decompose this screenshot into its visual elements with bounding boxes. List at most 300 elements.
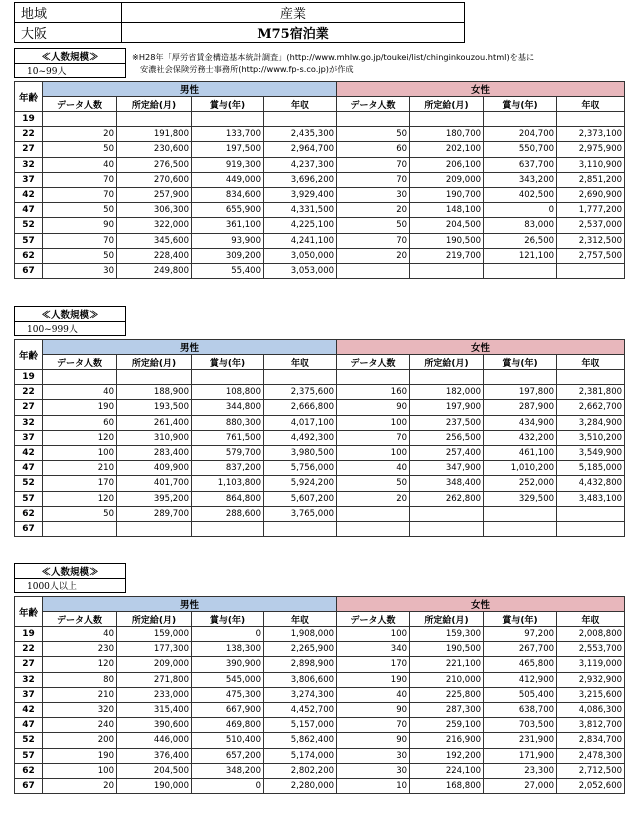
value-cell: 4,492,300 (264, 430, 337, 445)
value-cell (484, 370, 557, 385)
value-cell: 168,800 (410, 778, 484, 793)
value-cell: 880,300 (192, 415, 264, 430)
value-cell: 120 (43, 657, 117, 672)
value-cell: 20 (43, 127, 117, 142)
value-cell: 70 (43, 187, 117, 202)
value-cell: 204,700 (484, 127, 557, 142)
table-row (15, 203, 625, 218)
value-cell: 3,050,000 (264, 248, 337, 263)
value-cell: 70 (337, 233, 410, 248)
value-cell: 50 (337, 218, 410, 233)
value-cell (192, 521, 264, 536)
value-cell: 219,700 (410, 248, 484, 263)
value-cell: 309,200 (192, 248, 264, 263)
age-cell: 67 (15, 263, 43, 278)
value-cell (43, 521, 117, 536)
column-header: 賞与(年) (192, 355, 264, 370)
size-label: ≪人数規模≫ (15, 307, 126, 322)
value-cell: 180,700 (410, 127, 484, 142)
value-cell: 20 (337, 203, 410, 218)
age-cell: 62 (15, 248, 43, 263)
value-cell: 50 (43, 248, 117, 263)
value-cell: 837,200 (192, 461, 264, 476)
value-cell: 230,600 (117, 142, 192, 157)
value-cell: 190,000 (117, 778, 192, 793)
value-cell: 287,900 (484, 400, 557, 415)
table-row (15, 127, 625, 142)
value-cell: 197,800 (484, 385, 557, 400)
value-cell: 2,932,900 (557, 672, 625, 687)
size-tag (14, 306, 126, 336)
size-label: ≪人数規模≫ (15, 564, 126, 579)
column-header: 所定給(月) (117, 97, 192, 112)
value-cell: 287,300 (410, 702, 484, 717)
value-cell: 133,700 (192, 127, 264, 142)
value-cell: 3,110,900 (557, 157, 625, 172)
value-cell: 1,010,200 (484, 461, 557, 476)
value-cell: 864,800 (192, 491, 264, 506)
table-row (15, 748, 625, 763)
value-cell: 667,900 (192, 702, 264, 717)
value-cell (410, 370, 484, 385)
column-header: 賞与(年) (192, 612, 264, 627)
value-cell: 3,483,100 (557, 491, 625, 506)
value-cell: 345,600 (117, 233, 192, 248)
value-cell: 60 (337, 142, 410, 157)
column-header: 所定給(月) (117, 612, 192, 627)
region-value: 大阪 (15, 23, 122, 43)
table-row (15, 687, 625, 702)
value-cell: 347,900 (410, 461, 484, 476)
value-cell: 100 (43, 445, 117, 460)
value-cell (484, 506, 557, 521)
value-cell: 3,929,400 (264, 187, 337, 202)
age-cell: 47 (15, 461, 43, 476)
value-cell: 434,900 (484, 415, 557, 430)
age-cell: 52 (15, 476, 43, 491)
female-header: 女性 (337, 597, 625, 612)
value-cell: 70 (337, 718, 410, 733)
value-cell: 0 (192, 627, 264, 642)
age-cell: 32 (15, 672, 43, 687)
value-cell: 3,549,900 (557, 445, 625, 460)
value-cell: 230 (43, 642, 117, 657)
table-row (15, 627, 625, 642)
value-cell: 70 (43, 172, 117, 187)
value-cell: 190 (43, 400, 117, 415)
value-cell (557, 370, 625, 385)
value-cell: 216,900 (410, 733, 484, 748)
value-cell: 390,900 (192, 657, 264, 672)
value-cell: 4,432,800 (557, 476, 625, 491)
value-cell (557, 521, 625, 536)
age-cell: 32 (15, 415, 43, 430)
value-cell: 5,174,000 (264, 748, 337, 763)
value-cell: 1,908,000 (264, 627, 337, 642)
table-row (15, 430, 625, 445)
male-header: 男性 (43, 340, 337, 355)
age-cell: 47 (15, 203, 43, 218)
value-cell: 190 (337, 672, 410, 687)
value-cell: 761,500 (192, 430, 264, 445)
value-cell: 2,537,000 (557, 218, 625, 233)
value-cell: 2,478,300 (557, 748, 625, 763)
age-cell: 22 (15, 642, 43, 657)
table-row (15, 142, 625, 157)
table-row (15, 461, 625, 476)
value-cell: 210,000 (410, 672, 484, 687)
value-cell: 344,800 (192, 400, 264, 415)
salary-section-2 (14, 306, 625, 537)
age-cell: 57 (15, 233, 43, 248)
column-header: 所定給(月) (117, 355, 192, 370)
value-cell: 50 (43, 506, 117, 521)
value-cell: 465,800 (484, 657, 557, 672)
value-cell: 225,800 (410, 687, 484, 702)
value-cell: 505,400 (484, 687, 557, 702)
size-value: 1000人以上 (15, 579, 126, 593)
age-cell: 19 (15, 370, 43, 385)
table-row (15, 778, 625, 793)
value-cell: 703,500 (484, 718, 557, 733)
value-cell: 20 (337, 248, 410, 263)
value-cell: 159,000 (117, 627, 192, 642)
value-cell: 10 (337, 778, 410, 793)
value-cell: 182,000 (410, 385, 484, 400)
column-header: データ人数 (337, 355, 410, 370)
table-row (15, 248, 625, 263)
age-cell: 57 (15, 748, 43, 763)
value-cell: 100 (43, 763, 117, 778)
table-row (15, 642, 625, 657)
female-header: 女性 (337, 340, 625, 355)
value-cell: 432,200 (484, 430, 557, 445)
value-cell: 190,500 (410, 642, 484, 657)
column-header: 所定給(月) (410, 355, 484, 370)
value-cell: 390,600 (117, 718, 192, 733)
value-cell: 2,435,300 (264, 127, 337, 142)
male-header: 男性 (43, 82, 337, 97)
value-cell: 197,900 (410, 400, 484, 415)
column-header: 年収 (557, 97, 625, 112)
value-cell: 322,000 (117, 218, 192, 233)
value-cell: 2,312,500 (557, 233, 625, 248)
value-cell: 40 (337, 687, 410, 702)
value-cell: 60 (43, 415, 117, 430)
value-cell: 2,712,500 (557, 763, 625, 778)
value-cell: 348,200 (192, 763, 264, 778)
value-cell: 4,331,500 (264, 203, 337, 218)
salary-table (14, 339, 625, 537)
value-cell (410, 112, 484, 127)
table-row (15, 415, 625, 430)
age-header: 年齢 (15, 340, 43, 370)
value-cell: 3,215,600 (557, 687, 625, 702)
value-cell: 206,100 (410, 157, 484, 172)
value-cell: 30 (43, 263, 117, 278)
value-cell: 545,000 (192, 672, 264, 687)
value-cell: 2,851,200 (557, 172, 625, 187)
value-cell: 475,300 (192, 687, 264, 702)
value-cell: 193,500 (117, 400, 192, 415)
value-cell: 191,800 (117, 127, 192, 142)
value-cell (337, 263, 410, 278)
value-cell: 1,777,200 (557, 203, 625, 218)
table-row (15, 172, 625, 187)
age-cell: 37 (15, 430, 43, 445)
value-cell: 5,157,000 (264, 718, 337, 733)
size-tag (14, 563, 126, 593)
value-cell: 3,980,500 (264, 445, 337, 460)
value-cell: 210 (43, 461, 117, 476)
column-header: データ人数 (337, 97, 410, 112)
value-cell: 100 (337, 627, 410, 642)
column-header: データ人数 (43, 612, 117, 627)
value-cell: 637,700 (484, 157, 557, 172)
value-cell: 2,898,900 (264, 657, 337, 672)
value-cell: 204,500 (410, 218, 484, 233)
column-header: 賞与(年) (484, 612, 557, 627)
value-cell: 159,300 (410, 627, 484, 642)
value-cell: 3,765,000 (264, 506, 337, 521)
age-cell: 62 (15, 763, 43, 778)
value-cell (337, 506, 410, 521)
value-cell: 100 (337, 445, 410, 460)
value-cell: 834,600 (192, 187, 264, 202)
column-header: 年収 (264, 612, 337, 627)
table-row (15, 657, 625, 672)
age-cell: 42 (15, 187, 43, 202)
value-cell (192, 112, 264, 127)
value-cell: 395,200 (117, 491, 192, 506)
value-cell: 919,300 (192, 157, 264, 172)
value-cell: 40 (43, 385, 117, 400)
size-value: 100~999人 (15, 322, 126, 336)
table-row (15, 445, 625, 460)
value-cell: 204,500 (117, 763, 192, 778)
column-header: データ人数 (337, 612, 410, 627)
value-cell: 257,400 (410, 445, 484, 460)
age-cell: 19 (15, 112, 43, 127)
table-row (15, 187, 625, 202)
age-cell: 27 (15, 400, 43, 415)
salary-table (14, 81, 625, 279)
value-cell: 171,900 (484, 748, 557, 763)
value-cell: 26,500 (484, 233, 557, 248)
value-cell: 329,500 (484, 491, 557, 506)
value-cell: 190,500 (410, 233, 484, 248)
value-cell (264, 112, 337, 127)
value-cell: 2,666,800 (264, 400, 337, 415)
age-cell: 67 (15, 521, 43, 536)
size-value: 10~99人 (15, 64, 126, 78)
value-cell (410, 263, 484, 278)
value-cell: 409,900 (117, 461, 192, 476)
age-cell: 57 (15, 491, 43, 506)
value-cell: 4,225,100 (264, 218, 337, 233)
age-cell: 67 (15, 778, 43, 793)
value-cell: 90 (337, 733, 410, 748)
column-header: 賞与(年) (484, 355, 557, 370)
age-cell: 37 (15, 687, 43, 702)
value-cell: 120 (43, 430, 117, 445)
value-cell (264, 370, 337, 385)
value-cell: 70 (337, 157, 410, 172)
value-cell: 90 (337, 400, 410, 415)
table-row (15, 476, 625, 491)
value-cell: 170 (337, 657, 410, 672)
value-cell: 190,700 (410, 187, 484, 202)
value-cell: 93,900 (192, 233, 264, 248)
header-table (14, 2, 465, 43)
value-cell: 3,119,000 (557, 657, 625, 672)
value-cell: 170 (43, 476, 117, 491)
age-header: 年齢 (15, 597, 43, 627)
value-cell: 3,806,600 (264, 672, 337, 687)
age-cell: 37 (15, 172, 43, 187)
value-cell (484, 112, 557, 127)
value-cell: 2,757,500 (557, 248, 625, 263)
value-cell: 97,200 (484, 627, 557, 642)
value-cell (43, 112, 117, 127)
value-cell: 376,400 (117, 748, 192, 763)
column-header: 賞与(年) (484, 97, 557, 112)
size-label: ≪人数規模≫ (15, 49, 126, 64)
value-cell: 231,900 (484, 733, 557, 748)
value-cell: 2,052,600 (557, 778, 625, 793)
value-cell: 5,607,200 (264, 491, 337, 506)
value-cell: 188,900 (117, 385, 192, 400)
value-cell: 315,400 (117, 702, 192, 717)
value-cell: 120 (43, 491, 117, 506)
value-cell: 461,100 (484, 445, 557, 460)
value-cell: 224,100 (410, 763, 484, 778)
table-row (15, 672, 625, 687)
value-cell: 160 (337, 385, 410, 400)
value-cell: 209,000 (117, 657, 192, 672)
value-cell: 40 (43, 627, 117, 642)
value-cell: 27,000 (484, 778, 557, 793)
salary-table (14, 596, 625, 794)
value-cell: 0 (192, 778, 264, 793)
value-cell: 257,900 (117, 187, 192, 202)
value-cell (557, 112, 625, 127)
value-cell: 70 (337, 172, 410, 187)
value-cell: 4,241,100 (264, 233, 337, 248)
table-row (15, 702, 625, 717)
value-cell (192, 370, 264, 385)
value-cell: 23,300 (484, 763, 557, 778)
value-cell: 40 (43, 157, 117, 172)
value-cell: 50 (43, 142, 117, 157)
value-cell: 510,400 (192, 733, 264, 748)
value-cell: 2,690,900 (557, 187, 625, 202)
value-cell (410, 506, 484, 521)
value-cell: 261,400 (117, 415, 192, 430)
value-cell: 2,373,100 (557, 127, 625, 142)
value-cell: 256,500 (410, 430, 484, 445)
value-cell: 100 (337, 415, 410, 430)
value-cell (484, 263, 557, 278)
source-note-line1: ※H28年「厚労省賃金構造基本統計調査」(http://www.mhlw.go.jp/toukei/list/chinginkouzou.html)を基に (132, 52, 535, 62)
value-cell: 288,600 (192, 506, 264, 521)
value-cell: 655,900 (192, 203, 264, 218)
value-cell: 148,100 (410, 203, 484, 218)
column-header: 所定給(月) (410, 612, 484, 627)
column-header: 所定給(月) (410, 97, 484, 112)
value-cell: 361,100 (192, 218, 264, 233)
value-cell: 262,800 (410, 491, 484, 506)
column-header: データ人数 (43, 97, 117, 112)
value-cell: 4,452,700 (264, 702, 337, 717)
value-cell: 2,964,700 (264, 142, 337, 157)
value-cell: 108,800 (192, 385, 264, 400)
column-header: 年収 (557, 355, 625, 370)
value-cell (484, 521, 557, 536)
value-cell: 2,662,700 (557, 400, 625, 415)
value-cell (337, 521, 410, 536)
female-header: 女性 (337, 82, 625, 97)
value-cell: 177,300 (117, 642, 192, 657)
table-row (15, 491, 625, 506)
value-cell (410, 521, 484, 536)
value-cell: 190 (43, 748, 117, 763)
value-cell: 4,017,100 (264, 415, 337, 430)
age-cell: 62 (15, 506, 43, 521)
age-cell: 22 (15, 127, 43, 142)
industry-value: M75宿泊業 (122, 23, 465, 43)
table-row (15, 385, 625, 400)
value-cell: 30 (337, 187, 410, 202)
age-cell: 52 (15, 733, 43, 748)
value-cell: 80 (43, 672, 117, 687)
table-row (15, 400, 625, 415)
value-cell: 40 (337, 461, 410, 476)
value-cell: 3,510,200 (557, 430, 625, 445)
table-row (15, 718, 625, 733)
table-row (15, 521, 625, 536)
value-cell: 657,200 (192, 748, 264, 763)
value-cell: 402,500 (484, 187, 557, 202)
value-cell: 5,862,400 (264, 733, 337, 748)
value-cell: 20 (43, 778, 117, 793)
value-cell: 289,700 (117, 506, 192, 521)
value-cell: 638,700 (484, 702, 557, 717)
value-cell: 3,284,900 (557, 415, 625, 430)
age-cell: 27 (15, 657, 43, 672)
industry-label: 産業 (122, 3, 465, 23)
value-cell: 233,000 (117, 687, 192, 702)
value-cell: 70 (337, 430, 410, 445)
value-cell: 2,802,200 (264, 763, 337, 778)
value-cell: 1,103,800 (192, 476, 264, 491)
value-cell: 237,500 (410, 415, 484, 430)
table-row (15, 763, 625, 778)
size-tag (14, 48, 126, 78)
value-cell: 221,100 (410, 657, 484, 672)
value-cell (117, 370, 192, 385)
value-cell (557, 263, 625, 278)
value-cell: 2,975,900 (557, 142, 625, 157)
value-cell (117, 521, 192, 536)
value-cell: 202,100 (410, 142, 484, 157)
age-cell: 27 (15, 142, 43, 157)
value-cell (264, 521, 337, 536)
value-cell (557, 506, 625, 521)
value-cell: 401,700 (117, 476, 192, 491)
value-cell: 340 (337, 642, 410, 657)
value-cell: 446,000 (117, 733, 192, 748)
